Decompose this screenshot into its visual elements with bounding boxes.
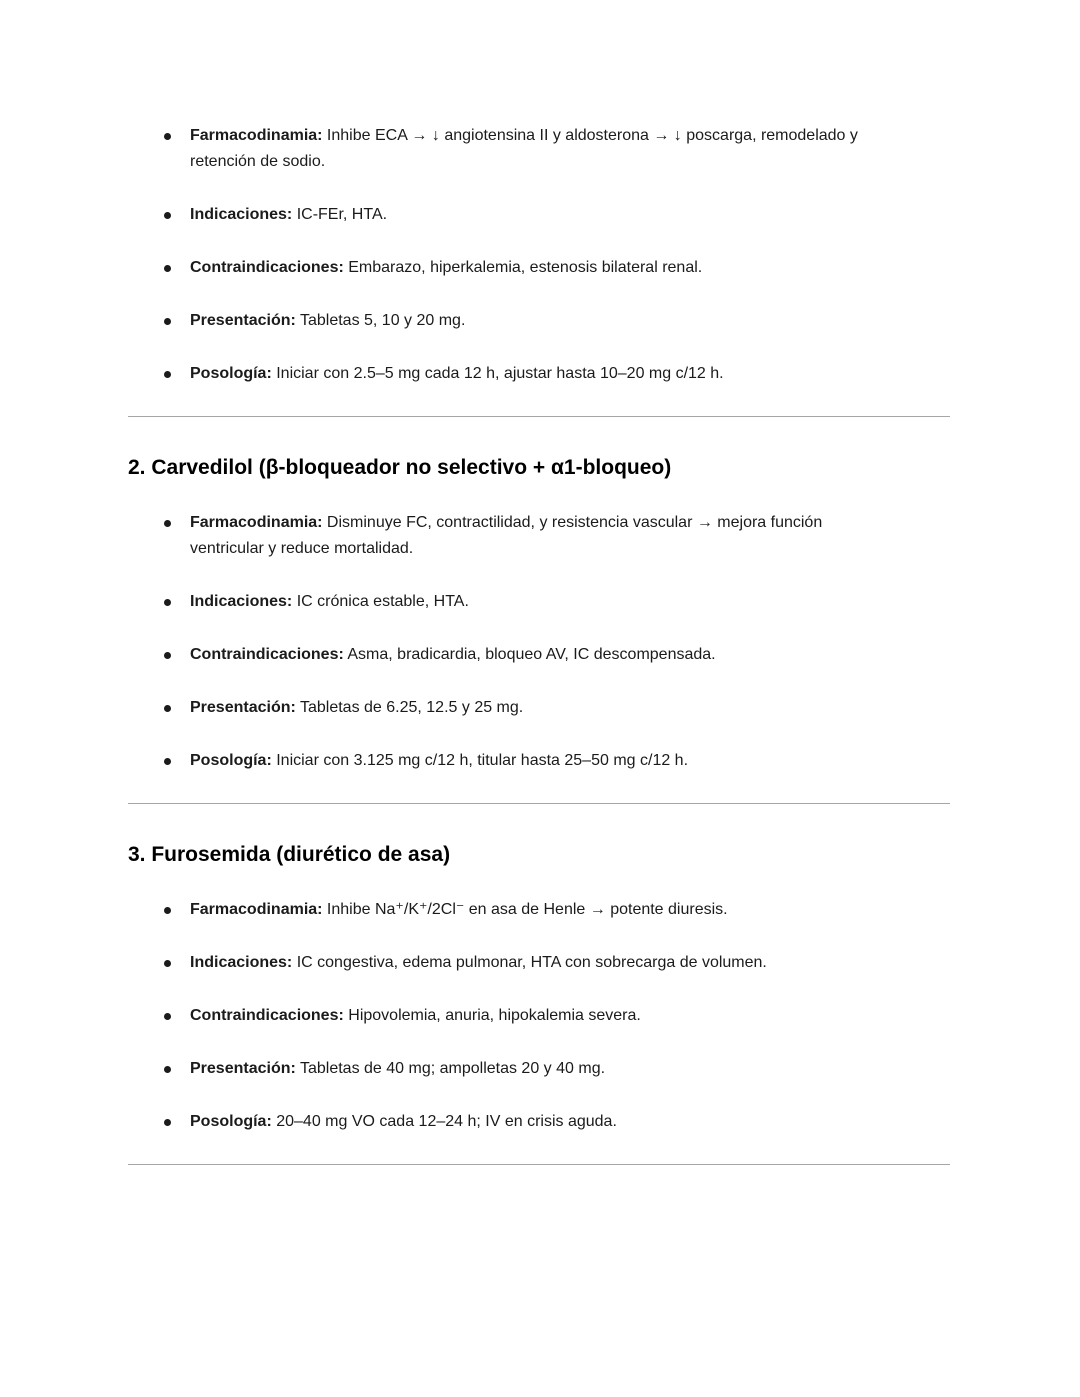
section-heading-furosemida: 3. Furosemida (diurético de asa) xyxy=(128,843,451,866)
bullet-label: Farmacodinamia: xyxy=(190,901,323,918)
bullet-presentacion xyxy=(128,1056,950,1082)
drug-section-furosemida xyxy=(128,841,950,1165)
bullet-text: Hipovolemia, anuria, hipokalemia severa. xyxy=(343,1007,641,1024)
bullet-presentacion xyxy=(128,308,950,334)
bullet-label: Indicaciones: xyxy=(190,206,293,223)
bullet-text: 20–40 mg VO cada 12–24 h; IV en crisis aguda. xyxy=(271,1113,617,1130)
bullet-text: Disminuye FC, contractilidad, y resistencia vascular → mejora función ventricular y reduce mortalidad. xyxy=(190,514,823,557)
bullet-label: Contraindicaciones: xyxy=(190,1007,344,1024)
drug-section-1 xyxy=(128,123,950,417)
bullet-label: Contraindicaciones: xyxy=(190,646,344,663)
bullet-indicaciones xyxy=(128,589,950,615)
bullet-text: Asma, bradicardia, bloqueo AV, IC descompensada. xyxy=(343,646,716,663)
section-divider xyxy=(128,1164,950,1165)
bullet-indicaciones xyxy=(128,202,950,228)
bullet-text: Iniciar con 2.5–5 mg cada 12 h, ajustar hasta 10–20 mg c/12 h. xyxy=(271,365,724,382)
bullet-posologia xyxy=(128,748,950,774)
bullet-text: IC crónica estable, HTA. xyxy=(292,593,469,610)
bullet-label: Posología: xyxy=(190,752,272,769)
bullet-label: Presentación: xyxy=(190,1060,296,1077)
bullet-contraindicaciones xyxy=(128,255,950,281)
bullet-posologia xyxy=(128,1109,950,1135)
bullet-label: Presentación: xyxy=(190,312,296,329)
bullet-label: Indicaciones: xyxy=(190,954,293,971)
bullet-text: IC-FEr, HTA. xyxy=(292,206,388,223)
bullet-text: Inhibe ECA → ↓ angiotensina II y aldosterona → ↓ poscarga, remodelado y retención de sodio. xyxy=(190,127,858,170)
section-heading-carvedilol: 2. Carvedilol (β-bloqueador no selectivo + α1-bloqueo) xyxy=(128,456,672,479)
bullet-farmacodinamia xyxy=(128,510,950,562)
bullet-indicaciones xyxy=(128,950,950,976)
bullet-label: Farmacodinamia: xyxy=(190,514,323,531)
bullet-text: IC congestiva, edema pulmonar, HTA con sobrecarga de volumen. xyxy=(292,954,767,971)
drug-section-carvedilol xyxy=(128,454,950,804)
bullet-farmacodinamia xyxy=(128,897,950,923)
bullet-text: Iniciar con 3.125 mg c/12 h, titular hasta 25–50 mg c/12 h. xyxy=(271,752,689,769)
bullet-text: Inhibe Na⁺/K⁺/2Cl⁻ en asa de Henle → potente diuresis. xyxy=(322,901,728,918)
bullet-farmacodinamia xyxy=(128,123,950,175)
bullet-contraindicaciones xyxy=(128,642,950,668)
bullet-label: Contraindicaciones: xyxy=(190,259,344,276)
bullet-posologia xyxy=(128,361,950,387)
bullet-label: Posología: xyxy=(190,1113,272,1130)
section-divider xyxy=(128,803,950,804)
bullet-list xyxy=(128,897,950,1135)
bullet-contraindicaciones xyxy=(128,1003,950,1029)
bullet-presentacion xyxy=(128,695,950,721)
bullet-label: Indicaciones: xyxy=(190,593,293,610)
bullet-text: Embarazo, hiperkalemia, estenosis bilateral renal. xyxy=(343,259,703,276)
bullet-text: Tabletas de 40 mg; ampolletas 20 y 40 mg. xyxy=(295,1060,606,1077)
bullet-text: Tabletas de 6.25, 12.5 y 25 mg. xyxy=(295,699,524,716)
section-divider xyxy=(128,416,950,417)
bullet-list xyxy=(128,123,950,387)
bullet-label: Presentación: xyxy=(190,699,296,716)
bullet-text: Tabletas 5, 10 y 20 mg. xyxy=(295,312,466,329)
bullet-label: Posología: xyxy=(190,365,272,382)
bullet-label: Farmacodinamia: xyxy=(190,127,323,144)
bullet-list xyxy=(128,510,950,774)
